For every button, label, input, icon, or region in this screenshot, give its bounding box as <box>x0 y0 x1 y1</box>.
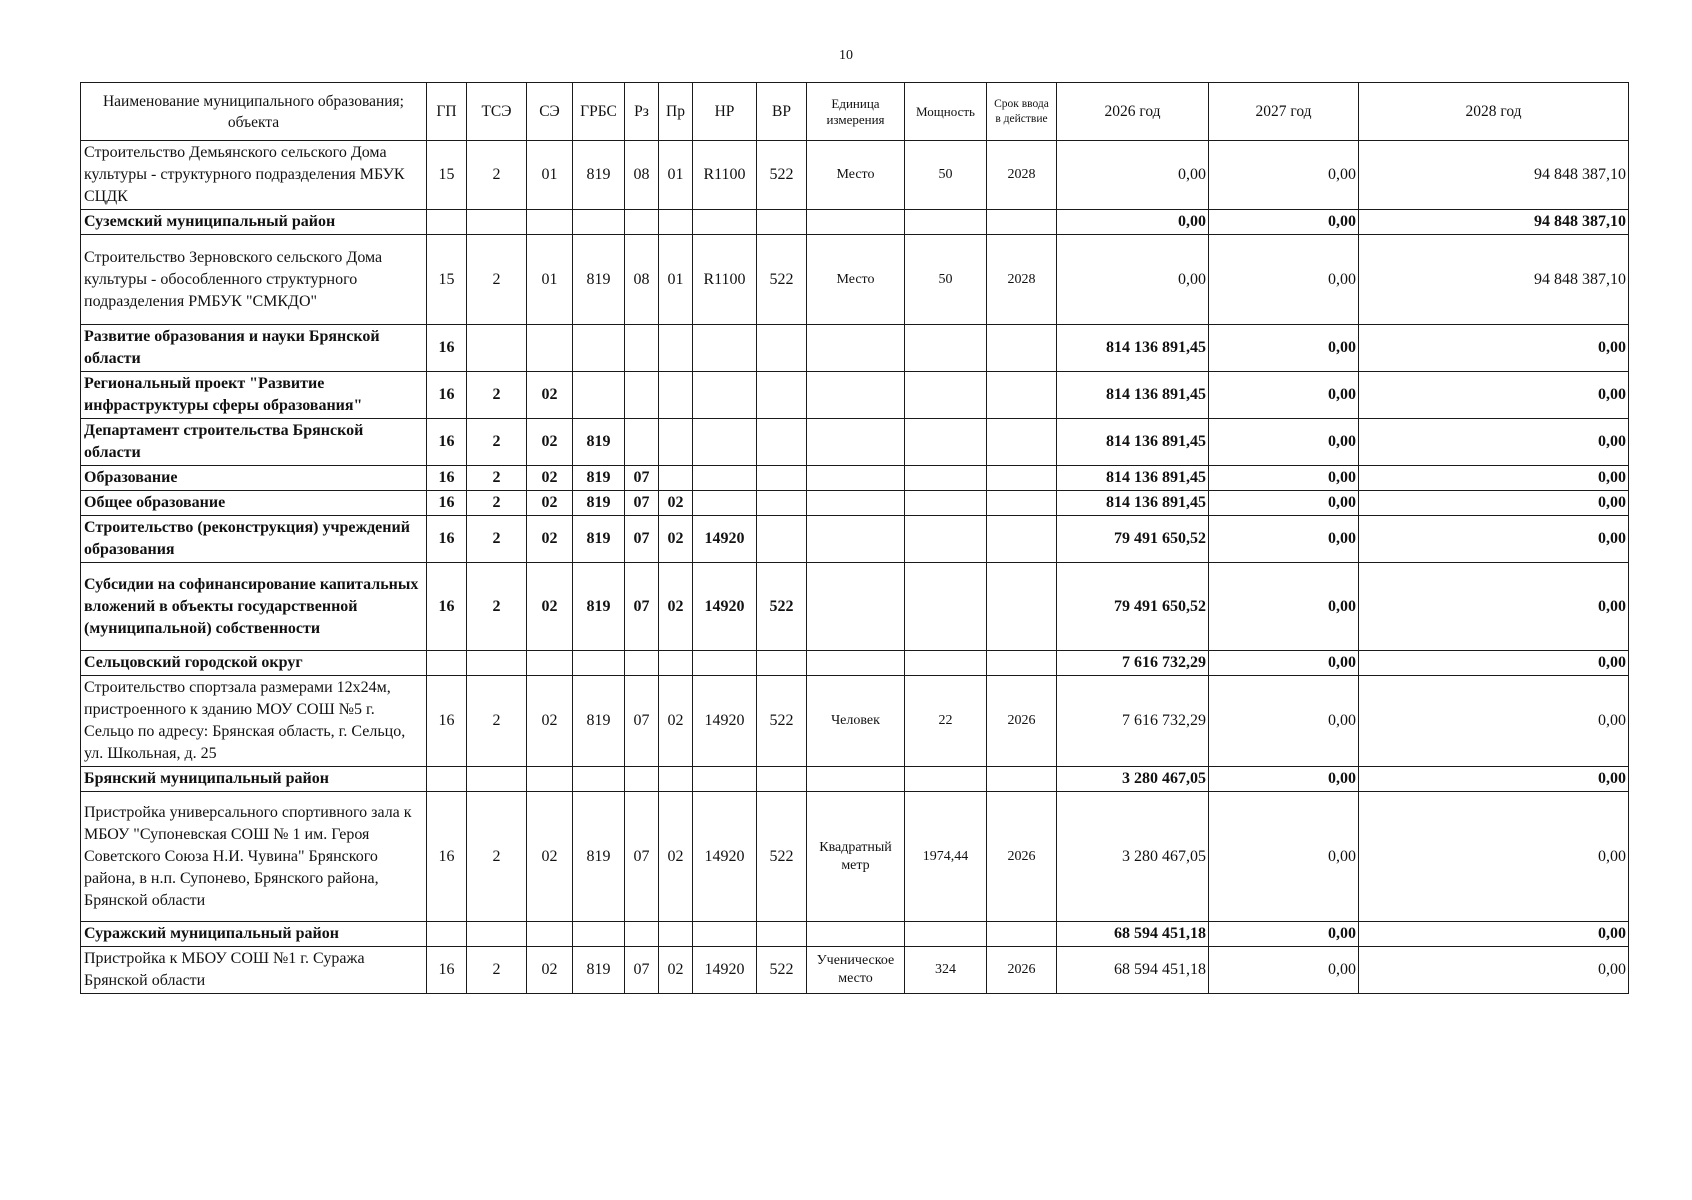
cell-gp: 16 <box>427 947 467 994</box>
cell-capacity <box>905 563 987 651</box>
cell-y2028: 94 848 387,10 <box>1359 235 1629 325</box>
cell-se <box>527 210 573 235</box>
cell-grbs: 819 <box>573 419 625 466</box>
cell-rz <box>625 325 659 372</box>
cell-name: Суземский муниципальный район <box>81 210 427 235</box>
cell-grbs <box>573 767 625 792</box>
cell-y2028: 94 848 387,10 <box>1359 141 1629 210</box>
cell-unit: Место <box>807 141 905 210</box>
cell-y2026: 0,00 <box>1057 235 1209 325</box>
cell-vr: 522 <box>757 141 807 210</box>
cell-y2028: 0,00 <box>1359 563 1629 651</box>
cell-name: Суражский муниципальный район <box>81 922 427 947</box>
cell-grbs: 819 <box>573 235 625 325</box>
cell-nr <box>693 767 757 792</box>
header-2026: 2026 год <box>1057 83 1209 141</box>
cell-pr: 02 <box>659 676 693 767</box>
cell-y2026: 68 594 451,18 <box>1057 947 1209 994</box>
cell-tse <box>467 767 527 792</box>
cell-capacity: 50 <box>905 235 987 325</box>
cell-se <box>527 922 573 947</box>
cell-nr <box>693 466 757 491</box>
cell-name: Строительство (реконструкция) учреждений образования <box>81 516 427 563</box>
cell-name: Строительство спортзала размерами 12х24м, пристроенного к зданию МОУ СОШ №5 г. Сельцо по адресу: Брянская область, г. Сельцо, ул. Школьная, д. 25 <box>81 676 427 767</box>
cell-se: 02 <box>527 516 573 563</box>
cell-y2028: 0,00 <box>1359 491 1629 516</box>
cell-grbs <box>573 372 625 419</box>
cell-vr <box>757 325 807 372</box>
cell-grbs: 819 <box>573 491 625 516</box>
cell-y2027: 0,00 <box>1209 947 1359 994</box>
cell-capacity: 50 <box>905 141 987 210</box>
table-row <box>81 235 1629 325</box>
cell-pr: 01 <box>659 235 693 325</box>
cell-y2028: 0,00 <box>1359 516 1629 563</box>
cell-y2027: 0,00 <box>1209 651 1359 676</box>
cell-y2027: 0,00 <box>1209 372 1359 419</box>
header-se: СЭ <box>527 83 573 141</box>
cell-se <box>527 325 573 372</box>
cell-deadline <box>987 210 1057 235</box>
cell-deadline: 2028 <box>987 235 1057 325</box>
cell-unit <box>807 767 905 792</box>
cell-deadline: 2026 <box>987 676 1057 767</box>
cell-name: Сельцовский городской округ <box>81 651 427 676</box>
cell-se: 02 <box>527 676 573 767</box>
cell-pr <box>659 372 693 419</box>
cell-rz: 07 <box>625 563 659 651</box>
cell-deadline <box>987 767 1057 792</box>
cell-deadline <box>987 419 1057 466</box>
cell-y2027: 0,00 <box>1209 210 1359 235</box>
cell-gp <box>427 922 467 947</box>
cell-vr <box>757 419 807 466</box>
cell-grbs <box>573 922 625 947</box>
cell-deadline: 2028 <box>987 141 1057 210</box>
header-rz: Рз <box>625 83 659 141</box>
cell-y2026: 79 491 650,52 <box>1057 516 1209 563</box>
cell-tse: 2 <box>467 141 527 210</box>
cell-rz: 07 <box>625 792 659 922</box>
cell-pr <box>659 419 693 466</box>
cell-y2028: 0,00 <box>1359 419 1629 466</box>
cell-y2027: 0,00 <box>1209 792 1359 922</box>
cell-name: Пристройка к МБОУ СОШ №1 г. Суража Брянской области <box>81 947 427 994</box>
cell-tse: 2 <box>467 235 527 325</box>
cell-vr <box>757 922 807 947</box>
cell-unit <box>807 563 905 651</box>
cell-pr <box>659 210 693 235</box>
cell-tse: 2 <box>467 491 527 516</box>
cell-vr: 522 <box>757 563 807 651</box>
cell-tse: 2 <box>467 563 527 651</box>
cell-gp <box>427 767 467 792</box>
table-row <box>81 676 1629 767</box>
cell-vr <box>757 651 807 676</box>
cell-capacity: 324 <box>905 947 987 994</box>
cell-gp <box>427 651 467 676</box>
cell-deadline <box>987 516 1057 563</box>
cell-pr: 02 <box>659 792 693 922</box>
table-row <box>81 141 1629 210</box>
header-gp: ГП <box>427 83 467 141</box>
cell-y2026: 3 280 467,05 <box>1057 792 1209 922</box>
cell-name: Брянский муниципальный район <box>81 767 427 792</box>
cell-pr <box>659 325 693 372</box>
cell-se: 02 <box>527 563 573 651</box>
cell-nr <box>693 491 757 516</box>
cell-vr <box>757 516 807 563</box>
cell-y2027: 0,00 <box>1209 491 1359 516</box>
cell-rz <box>625 922 659 947</box>
cell-grbs: 819 <box>573 516 625 563</box>
cell-capacity <box>905 466 987 491</box>
cell-unit <box>807 419 905 466</box>
header-2027: 2027 год <box>1209 83 1359 141</box>
header-pr: Пр <box>659 83 693 141</box>
cell-unit <box>807 651 905 676</box>
cell-gp: 16 <box>427 419 467 466</box>
cell-se <box>527 767 573 792</box>
cell-y2028: 0,00 <box>1359 325 1629 372</box>
cell-y2028: 0,00 <box>1359 767 1629 792</box>
cell-y2027: 0,00 <box>1209 563 1359 651</box>
cell-y2028: 0,00 <box>1359 947 1629 994</box>
cell-y2026: 814 136 891,45 <box>1057 419 1209 466</box>
cell-grbs: 819 <box>573 792 625 922</box>
cell-y2028: 0,00 <box>1359 676 1629 767</box>
cell-deadline <box>987 372 1057 419</box>
cell-se: 02 <box>527 419 573 466</box>
cell-unit: Квадратный метр <box>807 792 905 922</box>
cell-name: Пристройка универсального спортивного зала к МБОУ "Супоневская СОШ № 1 им. Героя Советского Союза Н.И. Чувина" Брянского района, в н.п. Супонево, Брянского района, Брянской области <box>81 792 427 922</box>
header-row <box>81 83 1629 141</box>
header-unit: Единица измерения <box>807 83 905 141</box>
cell-deadline <box>987 325 1057 372</box>
cell-capacity <box>905 922 987 947</box>
cell-gp: 16 <box>427 325 467 372</box>
cell-capacity <box>905 516 987 563</box>
cell-se: 02 <box>527 947 573 994</box>
cell-unit <box>807 325 905 372</box>
cell-y2027: 0,00 <box>1209 922 1359 947</box>
table-row <box>81 922 1629 947</box>
cell-tse: 2 <box>467 516 527 563</box>
cell-rz <box>625 210 659 235</box>
cell-nr: R1100 <box>693 141 757 210</box>
cell-unit: Ученическое место <box>807 947 905 994</box>
cell-deadline <box>987 466 1057 491</box>
cell-rz: 07 <box>625 466 659 491</box>
cell-pr <box>659 651 693 676</box>
cell-nr: 14920 <box>693 676 757 767</box>
cell-nr: 14920 <box>693 516 757 563</box>
cell-unit <box>807 491 905 516</box>
cell-nr <box>693 419 757 466</box>
cell-name: Развитие образования и науки Брянской области <box>81 325 427 372</box>
header-vr: ВР <box>757 83 807 141</box>
cell-tse: 2 <box>467 947 527 994</box>
cell-grbs <box>573 325 625 372</box>
cell-vr <box>757 491 807 516</box>
cell-grbs <box>573 210 625 235</box>
cell-rz: 07 <box>625 516 659 563</box>
cell-pr <box>659 466 693 491</box>
header-grbs: ГРБС <box>573 83 625 141</box>
cell-grbs: 819 <box>573 676 625 767</box>
cell-y2027: 0,00 <box>1209 419 1359 466</box>
budget-table <box>80 82 1629 994</box>
table-row <box>81 210 1629 235</box>
header-capacity: Мощность <box>905 83 987 141</box>
cell-rz <box>625 419 659 466</box>
cell-rz <box>625 651 659 676</box>
cell-nr <box>693 922 757 947</box>
cell-se: 01 <box>527 141 573 210</box>
cell-unit <box>807 372 905 419</box>
cell-rz: 07 <box>625 491 659 516</box>
cell-capacity <box>905 372 987 419</box>
cell-name: Общее образование <box>81 491 427 516</box>
header-2028: 2028 год <box>1359 83 1629 141</box>
cell-deadline <box>987 491 1057 516</box>
cell-gp: 16 <box>427 466 467 491</box>
cell-grbs: 819 <box>573 563 625 651</box>
cell-y2026: 0,00 <box>1057 210 1209 235</box>
cell-gp: 15 <box>427 235 467 325</box>
cell-tse <box>467 210 527 235</box>
cell-capacity: 1974,44 <box>905 792 987 922</box>
cell-capacity <box>905 325 987 372</box>
cell-y2028: 0,00 <box>1359 922 1629 947</box>
cell-gp: 16 <box>427 676 467 767</box>
cell-grbs: 819 <box>573 466 625 491</box>
cell-gp: 16 <box>427 792 467 922</box>
cell-pr <box>659 767 693 792</box>
cell-capacity <box>905 210 987 235</box>
cell-pr: 02 <box>659 563 693 651</box>
cell-rz <box>625 372 659 419</box>
table-row <box>81 466 1629 491</box>
table-row <box>81 767 1629 792</box>
cell-gp: 16 <box>427 563 467 651</box>
cell-tse: 2 <box>467 419 527 466</box>
cell-nr: 14920 <box>693 792 757 922</box>
page-number: 10 <box>839 48 853 63</box>
table-row <box>81 516 1629 563</box>
cell-capacity <box>905 419 987 466</box>
cell-pr: 02 <box>659 491 693 516</box>
cell-vr: 522 <box>757 792 807 922</box>
cell-capacity: 22 <box>905 676 987 767</box>
cell-capacity <box>905 651 987 676</box>
header-name: Наименование муниципального образования; объекта <box>81 83 427 141</box>
cell-gp: 16 <box>427 516 467 563</box>
cell-se: 02 <box>527 466 573 491</box>
cell-vr <box>757 372 807 419</box>
cell-deadline <box>987 563 1057 651</box>
cell-y2026: 3 280 467,05 <box>1057 767 1209 792</box>
cell-pr: 01 <box>659 141 693 210</box>
cell-y2027: 0,00 <box>1209 141 1359 210</box>
cell-tse <box>467 922 527 947</box>
cell-gp: 16 <box>427 372 467 419</box>
table-row <box>81 372 1629 419</box>
cell-tse: 2 <box>467 372 527 419</box>
cell-y2027: 0,00 <box>1209 325 1359 372</box>
cell-capacity <box>905 767 987 792</box>
cell-name: Образование <box>81 466 427 491</box>
cell-name: Департамент строительства Брянской области <box>81 419 427 466</box>
cell-grbs: 819 <box>573 141 625 210</box>
table-row <box>81 947 1629 994</box>
cell-y2026: 814 136 891,45 <box>1057 491 1209 516</box>
cell-rz: 07 <box>625 947 659 994</box>
cell-unit <box>807 922 905 947</box>
cell-deadline: 2026 <box>987 947 1057 994</box>
cell-y2026: 68 594 451,18 <box>1057 922 1209 947</box>
cell-unit <box>807 466 905 491</box>
header-nr: НР <box>693 83 757 141</box>
cell-vr <box>757 767 807 792</box>
cell-unit: Человек <box>807 676 905 767</box>
table-row <box>81 563 1629 651</box>
cell-y2026: 814 136 891,45 <box>1057 372 1209 419</box>
cell-nr: 14920 <box>693 563 757 651</box>
cell-gp <box>427 210 467 235</box>
cell-gp: 15 <box>427 141 467 210</box>
cell-pr: 02 <box>659 516 693 563</box>
cell-name: Строительство Демьянского сельского Дома культуры - структурного подразделения МБУК СЦДК <box>81 141 427 210</box>
cell-se <box>527 651 573 676</box>
cell-y2027: 0,00 <box>1209 767 1359 792</box>
table-row <box>81 419 1629 466</box>
cell-y2028: 0,00 <box>1359 792 1629 922</box>
table-body <box>81 141 1629 994</box>
cell-tse <box>467 325 527 372</box>
cell-deadline <box>987 922 1057 947</box>
cell-vr: 522 <box>757 235 807 325</box>
header-tse: ТСЭ <box>467 83 527 141</box>
cell-y2026: 814 136 891,45 <box>1057 325 1209 372</box>
cell-y2026: 814 136 891,45 <box>1057 466 1209 491</box>
table-row <box>81 651 1629 676</box>
cell-y2027: 0,00 <box>1209 676 1359 767</box>
cell-y2028: 0,00 <box>1359 372 1629 419</box>
cell-pr <box>659 922 693 947</box>
cell-rz: 07 <box>625 676 659 767</box>
cell-nr <box>693 325 757 372</box>
cell-unit <box>807 210 905 235</box>
cell-pr: 02 <box>659 947 693 994</box>
cell-rz <box>625 767 659 792</box>
cell-se: 01 <box>527 235 573 325</box>
cell-y2027: 0,00 <box>1209 516 1359 563</box>
cell-nr: 14920 <box>693 947 757 994</box>
cell-y2027: 0,00 <box>1209 466 1359 491</box>
cell-grbs <box>573 651 625 676</box>
cell-gp: 16 <box>427 491 467 516</box>
cell-y2026: 7 616 732,29 <box>1057 676 1209 767</box>
cell-nr <box>693 651 757 676</box>
cell-nr: R1100 <box>693 235 757 325</box>
table-row <box>81 491 1629 516</box>
cell-nr <box>693 372 757 419</box>
cell-se: 02 <box>527 372 573 419</box>
cell-y2028: 0,00 <box>1359 651 1629 676</box>
table-row <box>81 792 1629 922</box>
header-deadline: Срок ввода в действие <box>987 83 1057 141</box>
cell-deadline <box>987 651 1057 676</box>
cell-name: Субсидии на софинансирование капитальных вложений в объекты государственной (муниципальной) собственности <box>81 563 427 651</box>
cell-vr: 522 <box>757 947 807 994</box>
cell-y2026: 0,00 <box>1057 141 1209 210</box>
cell-tse: 2 <box>467 792 527 922</box>
cell-y2027: 0,00 <box>1209 235 1359 325</box>
cell-capacity <box>905 491 987 516</box>
cell-unit <box>807 516 905 563</box>
cell-se: 02 <box>527 491 573 516</box>
cell-deadline: 2026 <box>987 792 1057 922</box>
cell-vr <box>757 210 807 235</box>
cell-vr <box>757 466 807 491</box>
cell-rz: 08 <box>625 235 659 325</box>
cell-nr <box>693 210 757 235</box>
cell-unit: Место <box>807 235 905 325</box>
cell-name: Региональный проект "Развитие инфраструктуры сферы образования" <box>81 372 427 419</box>
cell-tse <box>467 651 527 676</box>
cell-tse: 2 <box>467 466 527 491</box>
cell-y2026: 79 491 650,52 <box>1057 563 1209 651</box>
table-row <box>81 325 1629 372</box>
cell-vr: 522 <box>757 676 807 767</box>
cell-tse: 2 <box>467 676 527 767</box>
cell-rz: 08 <box>625 141 659 210</box>
cell-y2028: 94 848 387,10 <box>1359 210 1629 235</box>
cell-grbs: 819 <box>573 947 625 994</box>
cell-y2028: 0,00 <box>1359 466 1629 491</box>
cell-y2026: 7 616 732,29 <box>1057 651 1209 676</box>
cell-se: 02 <box>527 792 573 922</box>
cell-name: Строительство Зерновского сельского Дома культуры - обособленного структурного подразделения РМБУК "СМКДО" <box>81 235 427 325</box>
